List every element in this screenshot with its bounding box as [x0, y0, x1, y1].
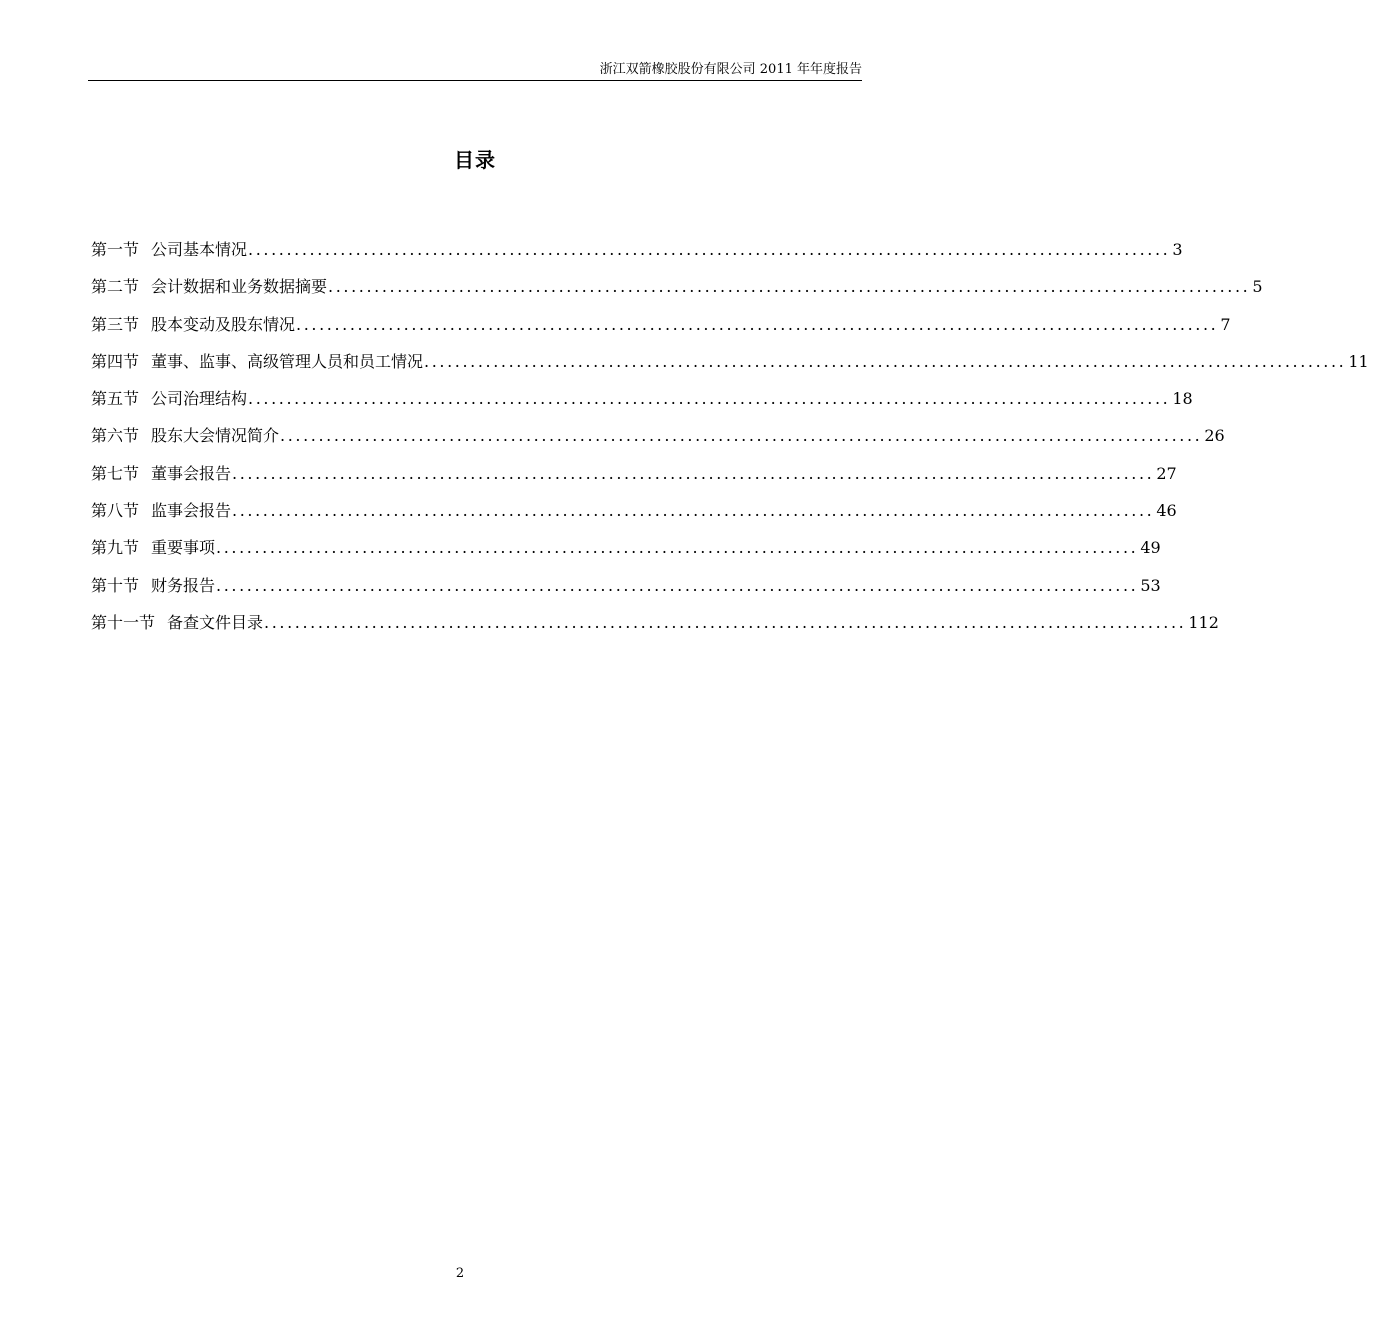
toc-entry-1[interactable]	[91, 237, 1183, 274]
toc-section-number: 第四节	[91, 351, 140, 371]
toc-page-number: 27	[1156, 463, 1177, 483]
toc-section-title: 董事、监事、高级管理人员和员工情况	[151, 351, 424, 371]
toc-section-number: 第九节	[91, 538, 140, 558]
toc-dot-leader: ........................................................................................................................	[232, 501, 1155, 521]
toc-section-number: 第一节	[91, 240, 140, 259]
toc-entry-7[interactable]	[91, 461, 1177, 498]
toc-section-title: 财务报告	[151, 575, 216, 595]
toc-section-number: 第十节	[91, 575, 140, 595]
toc-page-number: 26	[1204, 426, 1225, 446]
toc-dot-leader: ........................................................................................................................	[216, 538, 1139, 558]
toc-section-number: 第三节	[91, 314, 140, 334]
toc-entry-8[interactable]	[91, 498, 1177, 535]
toc-page-number: 46	[1156, 501, 1177, 521]
toc-page-number: 5	[1252, 277, 1263, 297]
toc-dot-leader: ........................................................................................................................	[232, 463, 1155, 483]
running-header: 浙江双箭橡胶股份有限公司 2011 年年度报告	[599, 62, 862, 77]
toc-section-title: 股东大会情况简介	[151, 426, 280, 446]
toc-page-number: 18	[1172, 389, 1193, 409]
toc-dot-leader: ........................................................................................................................	[248, 389, 1171, 409]
toc-entry-9[interactable]	[91, 535, 1161, 572]
toc-section-title: 监事会报告	[151, 501, 232, 521]
toc-entry-11[interactable]	[91, 610, 1219, 647]
toc-section-title: 会计数据和业务数据摘要	[151, 277, 328, 297]
toc-section-title: 备查文件目录	[167, 612, 264, 632]
toc-section-number: 第五节	[91, 389, 140, 409]
toc-entry-3[interactable]	[91, 312, 1231, 349]
toc-dot-leader: ........................................................................................................................	[296, 314, 1219, 334]
toc-section-number: 第七节	[91, 463, 140, 483]
toc-entry-6[interactable]	[91, 423, 1225, 460]
toc-page-number: 53	[1140, 575, 1161, 595]
toc-entry-4[interactable]	[91, 349, 1369, 386]
toc-page-number: 3	[1172, 240, 1183, 259]
toc-section-title: 公司治理结构	[151, 389, 248, 409]
toc-page-number: 112	[1188, 612, 1219, 632]
toc-title: 目录	[454, 148, 496, 172]
toc-page-number: 11	[1348, 351, 1369, 371]
toc-dot-leader: ........................................................................................................................	[216, 575, 1139, 595]
toc-page-number: 7	[1220, 314, 1231, 334]
toc-page-number: 49	[1140, 538, 1161, 558]
toc-section-number: 第十一节	[91, 612, 156, 632]
toc-dot-leader: ........................................................................................................................	[248, 240, 1171, 259]
table-of-contents	[91, 237, 1369, 647]
toc-section-number: 第二节	[91, 277, 140, 297]
toc-entry-10[interactable]	[91, 573, 1161, 610]
toc-section-title: 公司基本情况	[151, 240, 248, 259]
toc-dot-leader: ........................................................................................................................	[280, 426, 1203, 446]
toc-entry-2[interactable]	[91, 274, 1263, 311]
toc-section-title: 股本变动及股东情况	[151, 314, 296, 334]
page-number: 2	[455, 1266, 465, 1281]
toc-section-number: 第六节	[91, 426, 140, 446]
toc-dot-leader: ........................................................................................................................	[328, 277, 1251, 297]
header-rule	[88, 80, 862, 81]
toc-entry-5[interactable]	[91, 386, 1193, 423]
toc-section-number: 第八节	[91, 501, 140, 521]
toc-section-title: 董事会报告	[151, 463, 232, 483]
toc-section-title: 重要事项	[151, 538, 216, 558]
toc-dot-leader: ........................................................................................................................	[424, 351, 1347, 371]
toc-dot-leader: ........................................................................................................................	[264, 612, 1187, 632]
